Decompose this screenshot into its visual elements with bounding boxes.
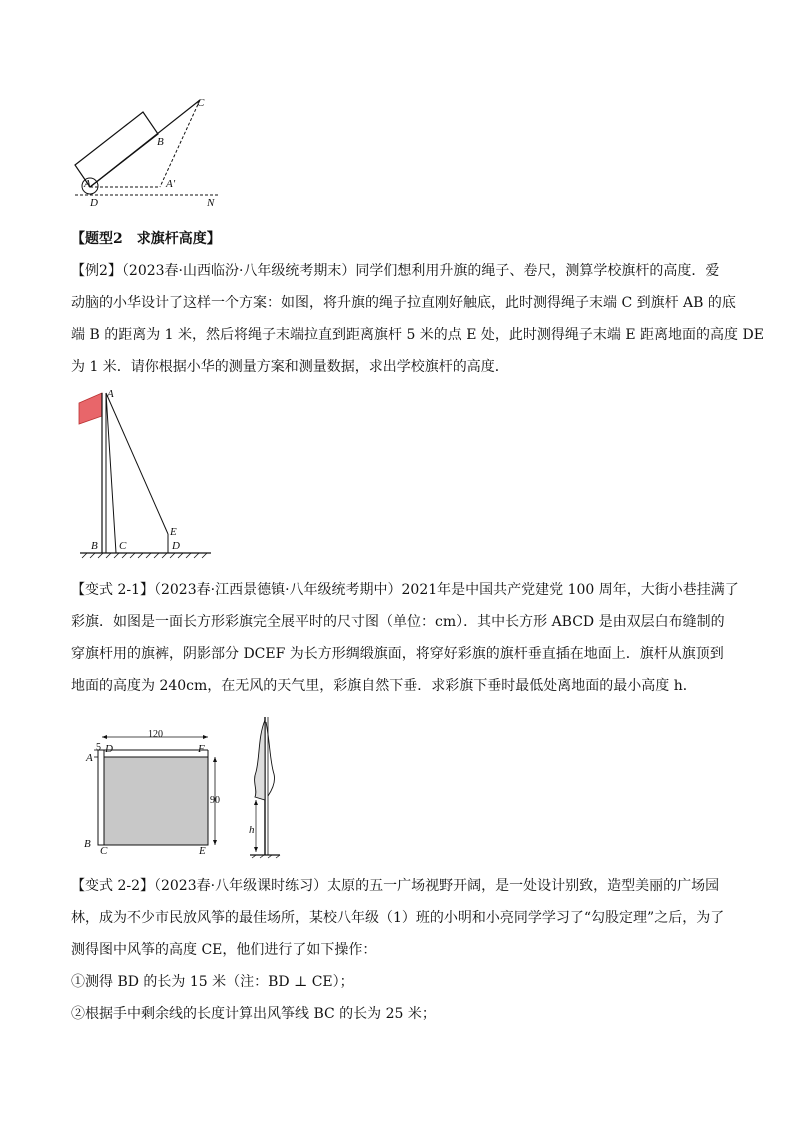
example-2-line-2: 动脑的小华设计了这样一个方案：如图，将升旗的绳子拉直刚好触底，此时测得绳子末端 C 到旗杆 AB 的底	[71, 295, 736, 311]
dim-width: 120	[148, 729, 163, 740]
figure-box-ramp	[70, 92, 230, 214]
label-a-prime: A′	[166, 178, 176, 190]
hanging-flag-figure	[250, 717, 280, 858]
rope-ae	[106, 393, 168, 534]
label-c: C	[100, 845, 108, 857]
rope-ac	[106, 393, 116, 553]
variant-2-1-line-3: 穿旗杆用的旗裤，阴影部分 DCEF 为长方形绸缎旗面，将穿好彩旗的旗杆垂直插在地面上．旗杆从旗顶到	[71, 646, 724, 662]
flag	[79, 393, 102, 424]
label-c: C	[119, 540, 127, 552]
box	[75, 112, 158, 187]
variant-2-2-line-1: 【变式 2-2】（2023春·八年级课时练习）太原的五一广场视野开阔，是一处设计别致，造型美丽的广场园	[71, 878, 720, 894]
label-c: C	[197, 97, 205, 109]
label-a: A	[86, 752, 93, 764]
dashed-line-c-a1	[160, 100, 200, 187]
variant-2-1-line-4: 地面的高度为 240cm，在无风的天气里，彩旗自然下垂．求彩旗下垂时最低处离地面的最小高度 h．	[71, 678, 697, 694]
variant-2-2-line-3: 测得图中风筝的高度 CE，他们进行了如下操作：	[71, 942, 377, 958]
variant-2-1-line-2: 彩旗．如图是一面长方形彩旗完全展平时的尺寸图（单位：cm）．其中长方形 ABCD 是由双层白布缝制的	[71, 614, 725, 630]
flag-surface-dcef	[104, 757, 208, 845]
label-d: D	[90, 197, 98, 209]
example-2-line-3: 端 B 的距离为 1 米，然后将绳子末端拉直到距离旗杆 5 米的点 E 处，此时测得绳子末端 E 距离地面的高度 DE	[71, 327, 764, 343]
label-a: A	[84, 178, 91, 190]
variant-2-2-line-2: 林，成为不少市民放风筝的最佳场所，某校八年级（1）班的小明和小亮同学学习了“勾股定理”之后，为了	[71, 910, 725, 926]
variant-2-1	[71, 574, 739, 702]
label-d: D	[172, 540, 180, 552]
section-title: 【题型2 求旗杆高度】	[71, 231, 221, 247]
figure-flagpole	[76, 388, 216, 563]
sleeve-abcd	[98, 750, 104, 845]
figure-flag-dimensions	[80, 712, 295, 860]
label-b: B	[84, 838, 91, 850]
label-a: A	[107, 388, 114, 400]
label-f: F	[198, 743, 205, 755]
example-2	[71, 255, 764, 383]
dim-sleeve: 5	[96, 742, 101, 753]
variant-2-2-step-2: ②根据手中剩余线的长度计算出风筝线 BC 的长为 25 米；	[71, 1006, 436, 1022]
label-d: D	[105, 743, 113, 755]
ground-hatch	[82, 553, 207, 558]
label-h: h	[249, 824, 255, 836]
variant-2-2-step-1: ①测得 BD 的长为 15 米（注：BD ⊥ CE）；	[71, 974, 354, 990]
variant-2-2	[71, 870, 723, 1030]
variant-2-1-line-1: 【变式 2-1】（2023春·江西景德镇·八年级统考期中）2021年是中国共产党建党 100 周年，大街小巷挂满了	[71, 582, 739, 598]
label-e: E	[199, 845, 206, 857]
hanging-flag	[255, 720, 265, 800]
ramp-line	[90, 100, 200, 187]
dim-height: 90	[210, 795, 220, 806]
label-e: E	[170, 526, 177, 538]
label-b: B	[91, 540, 98, 552]
example-2-line-4: 为 1 米．请你根据小华的测量方案和测量数据，求出学校旗杆的高度．	[71, 359, 509, 375]
example-2-line-1: 【例2】（2023春·山西临汾·八年级统考期末）同学们想利用升旗的绳子、卷尺，测算学校旗杆的高度．爱	[71, 263, 720, 279]
label-n: N	[207, 197, 215, 209]
label-b: B	[157, 136, 164, 148]
